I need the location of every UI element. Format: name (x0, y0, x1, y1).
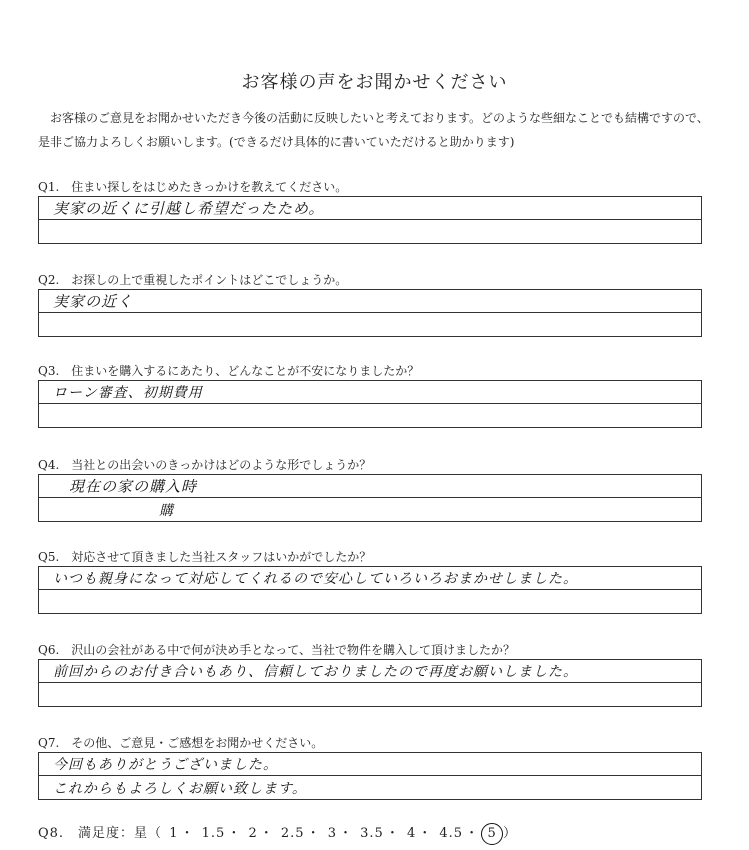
question-1-label: Q1. 住まい探しをはじめたきっかけを教えてください。 (38, 180, 348, 194)
answer-7-line-2: これからもよろしくお願い致します。 (53, 780, 307, 797)
answer-1-line-1: 実家の近くに引越し希望だったため。 (53, 199, 325, 218)
answer-box-5 (38, 566, 702, 614)
answer-box-1 (38, 196, 702, 244)
question-5-label: Q5. 対応させて頂きました当社スタッフはいかがでしたか？ (38, 550, 372, 564)
answer-4-line-1: 現在の家の購入時 (69, 477, 198, 496)
rating-option: 3 (327, 826, 337, 841)
answer-6-line-1: 前回からのお付き合いもあり、信頼しておりましたので再度お願いしました。 (53, 664, 578, 680)
rating-option: 1 (169, 826, 179, 841)
rating-option: 4.5 (439, 826, 464, 841)
answer-box-4 (38, 474, 702, 522)
rating-option: 3.5 (360, 826, 384, 841)
rating-option: 2.5 (280, 826, 305, 841)
answer-2-line-1: 実家の近く (53, 292, 134, 311)
answer-box-2 (38, 289, 702, 337)
intro-text: お客様のご意見をお聞かせいただき今後の活動に反映したいと考えております。どのような些細なことでも結構ですので、是非ご協力よろしくお願いします。(できるだけ具体的に書いていただけると助かります) (38, 111, 709, 149)
rating-option: 4 (406, 826, 417, 841)
rating-option: 1.5 (201, 826, 226, 841)
question-3-label: Q3. 住まいを購入するにあたり、どんなことが不安になりましたか？ (38, 364, 420, 378)
rating-selected: 5 (481, 823, 503, 845)
answer-5-line-1: いつも親身になって対応してくれるので安心していろいろおまかせしました。 (53, 571, 578, 587)
question-7-label: Q7. その他、ご意見・ご感想をお聞かせください。 (38, 736, 324, 750)
answer-box-6 (38, 659, 702, 707)
question-4-label: Q4. 当社との出会いのきっかけはどのような形でしょうか？ (38, 458, 372, 472)
answer-3-line-1: ローン審査、初期費用 (53, 385, 203, 401)
page-title: お客様の声をお聞かせください (241, 72, 508, 93)
question-2-label: Q2. お探しの上で重視したポイントはどこでしょうか。 (38, 273, 348, 287)
answer-4-line-2: 購 (159, 502, 174, 519)
rating-option: 2 (248, 826, 258, 841)
satisfaction-rating: Q8. 満足度：星（ 1 ・ 1.5 ・ 2 ・ 2.5 ・ 3 ・ 3.5 ・ 4 ・ 4.5 ・ 5 ） (38, 822, 517, 845)
question-8-label: Q8. 満足度：星（ (38, 826, 163, 841)
answer-box-7 (38, 752, 702, 800)
answer-7-line-1: 今回もありがとうございました。 (53, 757, 278, 773)
answer-box-3 (38, 380, 702, 428)
question-6-label: Q6. 沢山の会社がある中で何が決め手となって、当社で物件を購入して頂けましたか？ (38, 643, 516, 657)
rating-close: ） (503, 826, 518, 841)
